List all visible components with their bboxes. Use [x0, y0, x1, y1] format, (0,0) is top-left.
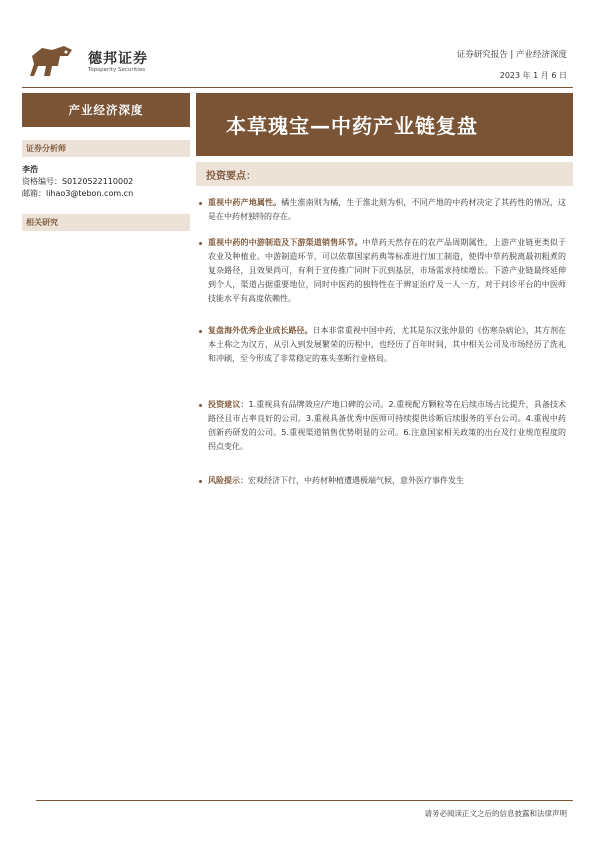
key-point-item: [202, 236, 566, 306]
header-divider: [22, 87, 573, 88]
key-points-header: 投资要点：: [196, 162, 573, 186]
key-point-text: 1.重视具有品牌效应/产地口碑的公司。2.重视配方颗粒等在后续市场占比提升，具备技术路径且市占率良好的公司。3.重视具备优秀中医师可持续提供诊断后续服务的平台公司。4.重视中药创新药研发的公司。5.重视渠道销售优势明显的公司。6.注意国家相关政策的出台及行业规范程度的拐点变化。: [208, 400, 566, 451]
footer-disclaimer: 请务必阅读正文之后的信息披露和法律声明: [424, 809, 567, 818]
bullet-icon: [199, 480, 202, 483]
bullet-icon: [199, 404, 202, 407]
key-point-lead: 重视中药的中游制造及下游渠道销售环节。: [208, 238, 363, 247]
category-banner: 产业经济深度: [22, 93, 190, 127]
cert-value: S0120522110002: [62, 177, 134, 186]
page-title: 本草瑰宝—中药产业链复盘: [196, 93, 573, 156]
analyst-name: 李浩: [22, 165, 38, 174]
key-point-item: [202, 398, 566, 454]
cert-label: 资格编号：: [22, 177, 62, 186]
report-date: 2023 年 1 月 6 日: [499, 71, 567, 80]
email-label: 邮箱：: [22, 189, 46, 198]
bull-logo-icon: [30, 44, 74, 80]
company-logo: [30, 44, 190, 84]
key-point-lead: 重视中药产地属性。: [208, 198, 282, 207]
bullet-icon: [199, 202, 202, 205]
logo-chinese-name: 德邦证券: [88, 51, 148, 67]
bullet-icon: [199, 242, 202, 245]
logo-english-name: Topsperity Securities: [88, 67, 146, 73]
analyst-email: [22, 188, 133, 199]
key-point-item: [202, 324, 566, 366]
key-point-lead: 投资建议：: [208, 400, 249, 409]
footer-divider: [36, 800, 573, 801]
key-point-text: 中草药天然存在的农产品周期属性，上游产业链更类似于农业及种植业。中游制造环节，可以依靠国家药典等标准进行加工制造，使得中草药脱离最初粗煮的复杂路径，且效果尚可，有利于宣传推广同时下沉到基层，市场需求持续增长。下游产业链最终延伸到个人，渠道占据重要地位，同时中医药的独特性在于辨证治疗及一人一方，对于问诊平台的中医师技能水平有高度依赖性。: [208, 238, 567, 303]
key-point-text: 日本非常重视中国中药，尤其是东汉张仲景的《伤寒杂病论》，其方剂在本土称之为汉方，从引入到发展繁荣的历程中，也经历了百年时间，其中相关公司及市场经历了洗礼和冲刷，至今形成了非常稳定的寡头垄断行业格局。: [208, 326, 566, 363]
report-type: 证券研究报告 | 产业经济深度: [456, 50, 567, 60]
email-value[interactable]: lihao3@tebon.com.cn: [46, 189, 134, 198]
key-point-item: [202, 474, 566, 488]
related-research-header: 相关研究: [22, 214, 190, 231]
analyst-cert: [22, 176, 133, 187]
key-point-item: [202, 196, 566, 224]
key-point-text: 橘生淮南则为橘，生于淮北则为枳，不同产地的中药材决定了其药性的情况，这是在中药材独特的存在。: [208, 198, 567, 221]
analyst-section-header: 证券分析师: [22, 140, 190, 157]
key-point-text: 宏观经济下行，中药材种植遭遇极端气候，意外医疗事件发生: [248, 476, 464, 485]
key-point-lead: 风险提示：: [208, 476, 248, 485]
key-point-lead: 复盘海外优秀企业成长路径。: [208, 326, 313, 335]
bullet-icon: [199, 330, 202, 333]
